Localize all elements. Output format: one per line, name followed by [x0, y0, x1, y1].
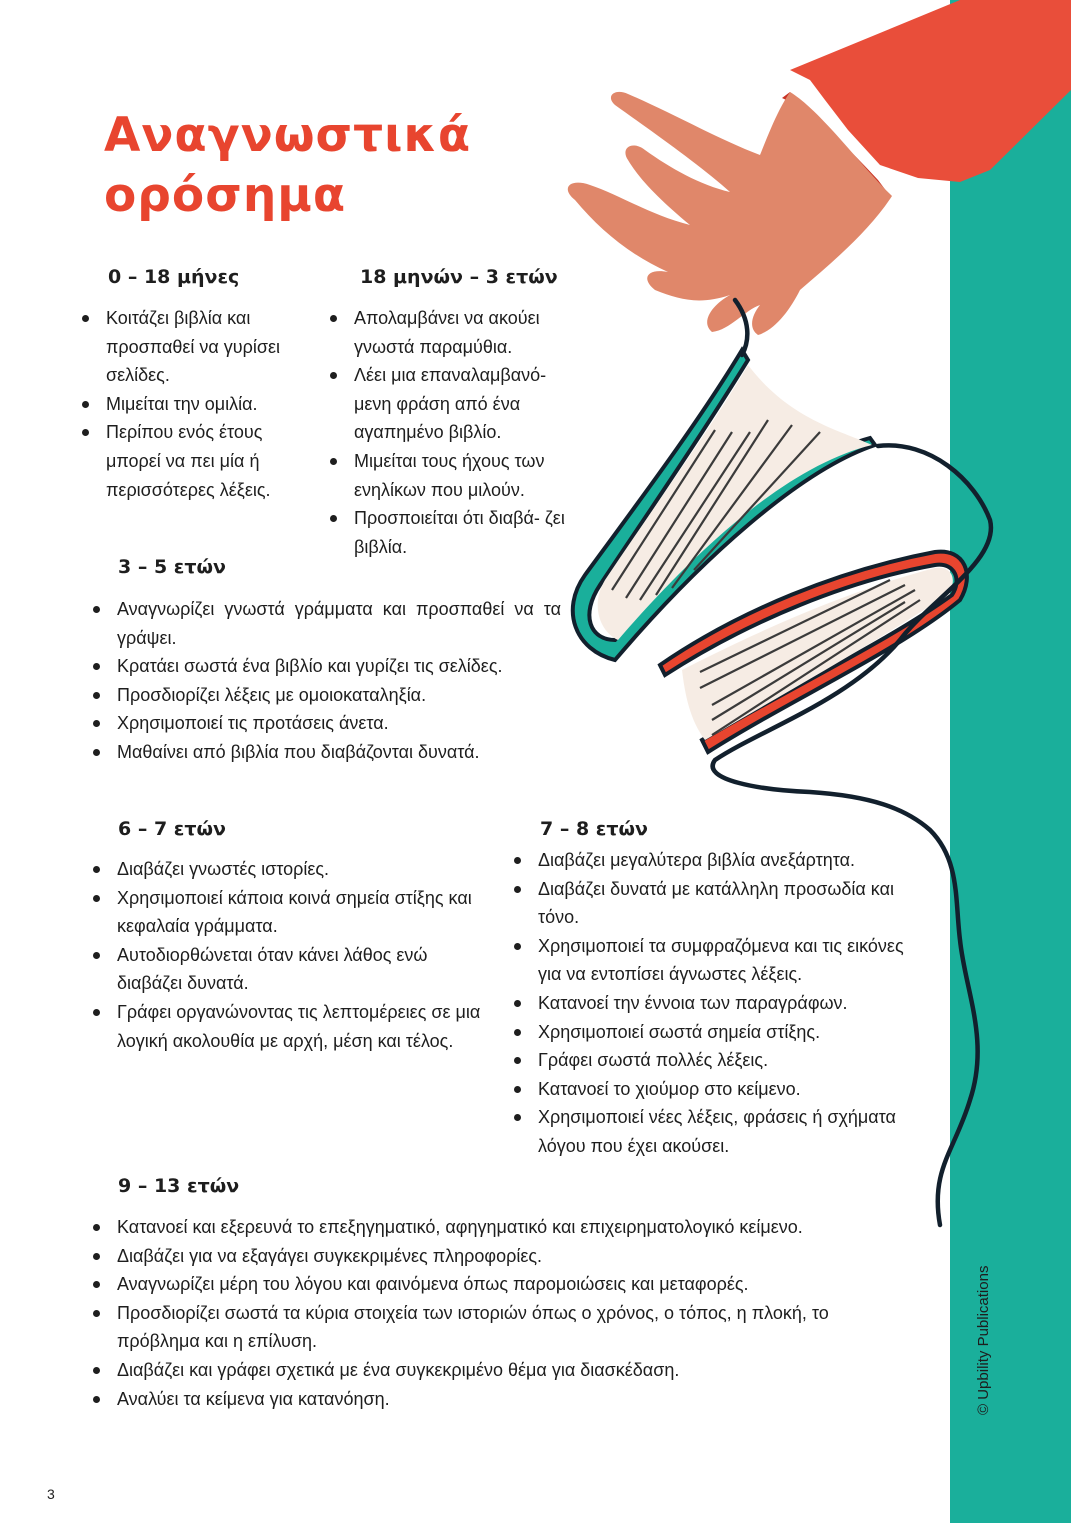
list-item: Χρησιμοποιεί κάποια κοινά σημεία στίξης και κεφαλαία γράμματα.: [91, 884, 486, 941]
heading-18-months-3-years: 18 μηνών – 3 ετών: [360, 266, 558, 288]
list-item: Χρησιμοποιεί τα συμφραζόμενα και τις εικόνες για να εντοπίσει άγνωστες λέξεις.: [512, 932, 912, 989]
list-item: Διαβάζει για να εξαγάγει συγκεκριμένες πληροφορίες.: [91, 1242, 911, 1271]
page-title-line-2: ορόσημα: [104, 168, 347, 223]
heading-0-18-months: 0 – 18 μήνες: [108, 266, 240, 288]
list-item: Χρησιμοποιεί τις προτάσεις άνετα.: [91, 709, 561, 738]
list-item: Περίπου ενός έτους μπορεί να πει μία ή περισσότερες λέξεις.: [80, 418, 320, 504]
list-0-18-months: [80, 304, 320, 504]
list-item: Διαβάζει και γράφει σχετικά με ένα συγκεκριμένο θέμα για διασκέδαση.: [91, 1356, 911, 1385]
list-item: Μαθαίνει από βιβλία που διαβάζονται δυνατά.: [91, 738, 561, 767]
heading-9-13-years: 9 – 13 ετών: [118, 1175, 240, 1197]
list-18-months-3-years: [328, 304, 578, 561]
list-item: Γράφει οργανώνοντας τις λεπτομέρειες σε μια λογική ακολουθία με αρχή, μέση και τέλος.: [91, 998, 486, 1055]
list-item: Προσδιορίζει λέξεις με ομοιοκαταληξία.: [91, 681, 561, 710]
page-title: [104, 106, 471, 226]
list-item: Αναλύει τα κείμενα για κατανόηση.: [91, 1385, 911, 1414]
list-item: Κρατάει σωστά ένα βιβλίο και γυρίζει τις σελίδες.: [91, 652, 561, 681]
list-item: Αναγνωρίζει γνωστά γράμματα και προσπαθεί να τα γράψει.: [91, 595, 561, 652]
list-item: Κατανοεί το χιούμορ στο κείμενο.: [512, 1075, 912, 1104]
list-item: Χρησιμοποιεί σωστά σημεία στίξης.: [512, 1018, 912, 1047]
hand: [568, 92, 892, 335]
heading-6-7-years: 6 – 7 ετών: [118, 818, 226, 840]
list-item: Γράφει σωστά πολλές λέξεις.: [512, 1046, 912, 1075]
list-item: Διαβάζει μεγαλύτερα βιβλία ανεξάρτητα.: [512, 846, 912, 875]
page-title-line-1: Αναγνωστικά: [104, 108, 472, 163]
list-6-7-years: [91, 855, 486, 1055]
copyright-notice: © Upbility Publications: [975, 1265, 992, 1415]
list-item: Λέει μια επαναλαμβανό- μενη φράση από ένα αγαπημένο βιβλίο.: [328, 361, 578, 447]
list-item: Κατανοεί και εξερευνά το επεξηγηματικό, αφηγηματικό και επιχειρηματολογικό κείμενο.: [91, 1213, 911, 1242]
list-item: Προσδιορίζει σωστά τα κύρια στοιχεία των ιστοριών όπως ο χρόνος, ο τόπος, η πλοκή, το πρόβλημα και η επίλυση.: [91, 1299, 911, 1356]
page-number: 3: [47, 1486, 55, 1502]
list-item: Απολαμβάνει να ακούει γνωστά παραμύθια.: [328, 304, 578, 361]
list-item: Αυτοδιορθώνεται όταν κάνει λάθος ενώ διαβάζει δυνατά.: [91, 941, 486, 998]
list-item: Κοιτάζει βιβλία και προσπαθεί να γυρίσει σελίδες.: [80, 304, 320, 390]
list-9-13-years: [91, 1213, 911, 1413]
list-item: Διαβάζει δυνατά με κατάλληλη προσωδία και τόνο.: [512, 875, 912, 932]
list-item: Μιμείται την ομιλία.: [80, 390, 320, 419]
list-3-5-years: [91, 595, 561, 767]
heading-3-5-years: 3 – 5 ετών: [118, 556, 226, 578]
list-item: Μιμείται τους ήχους των ενηλίκων που μιλούν.: [328, 447, 578, 504]
heading-7-8-years: 7 – 8 ετών: [540, 818, 648, 840]
list-item: Προσποιείται ότι διαβά- ζει βιβλία.: [328, 504, 578, 561]
list-item: Χρησιμοποιεί νέες λέξεις, φράσεις ή σχήματα λόγου που έχει ακούσει.: [512, 1103, 912, 1160]
list-7-8-years: [512, 846, 912, 1161]
list-item: Αναγνωρίζει μέρη του λόγου και φαινόμενα όπως παρομοιώσεις και μεταφορές.: [91, 1270, 911, 1299]
list-item: Κατανοεί την έννοια των παραγράφων.: [512, 989, 912, 1018]
list-item: Διαβάζει γνωστές ιστορίες.: [91, 855, 486, 884]
